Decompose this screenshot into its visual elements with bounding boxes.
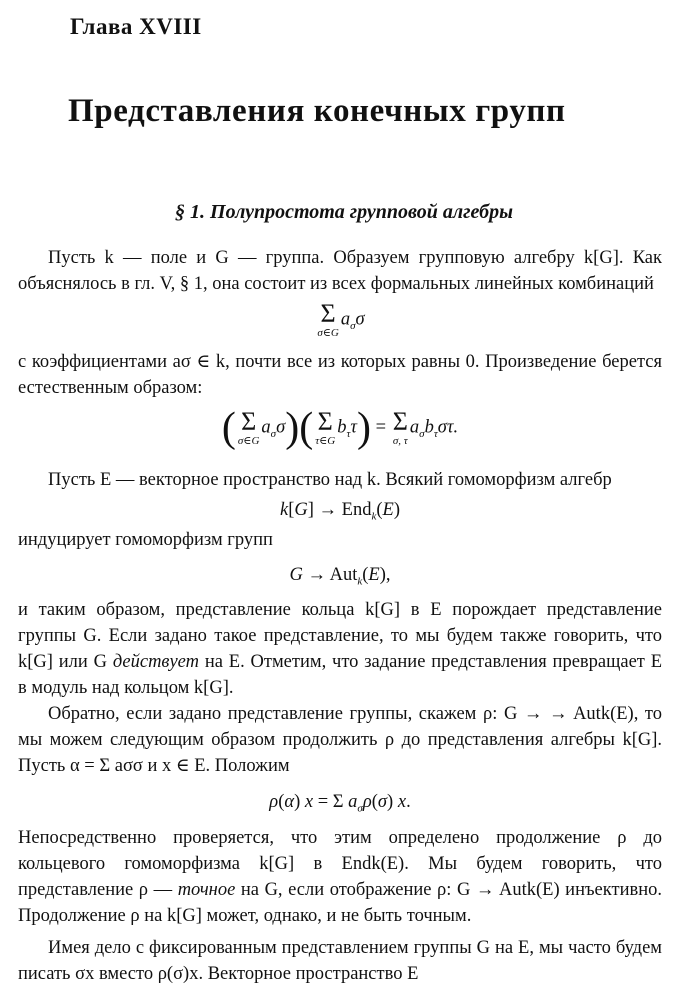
- chapter-number: Глава XVIII: [70, 14, 202, 39]
- paragraph-7: Непосредственно проверяется, что этим определено продолжение ρ до кольцевого гомоморфизма k[G] в Endk(E). Мы будем говорить, что представление ρ — точное на G, если отображение ρ: G → Autk(E) инъективно. Продолжение ρ на k[G] может, однако, и не быть точным.: [18, 828, 662, 926]
- section-heading: § 1. Полупростота групповой алгебры: [175, 201, 513, 223]
- formula-2: ( Σ σ∈G $a_\sigma\sigma$)( Σ τ∈G $b_\tau\tau$) = Σ σ, τ $a_\sigma b_\tau\sigma\tau$.: [221, 405, 459, 451]
- formula-4: G → Aut$_k$(E),: [289, 565, 391, 588]
- paragraph-5: и таким образом, представление кольца k[G] в E порождает представление группы G. Если задано такое представление, то мы будем также говорить, что k[G] или G действует на E. Отметим, что задание представления превращает E в модуль над кольцом k[G].: [18, 600, 662, 698]
- chapter-title: Представления конечных групп: [68, 93, 566, 129]
- body-text: [18, 245, 662, 987]
- paragraph-3: Пусть E — векторное пространство над k. Всякий гомоморфизм алгебр: [48, 470, 612, 490]
- paragraph-1: Пусть k — поле и G — группа. Образуем групповую алгебру k[G]. Как объяснялось в гл. V, § 1, она состоит из всех формальных линейных комбинаций: [18, 248, 662, 294]
- paragraph-8: Имея дело с фиксированным представлением группы G на E, мы часто будем писать σx вместо ρ(σ)x. Векторное пространство E: [18, 938, 662, 984]
- formula-1: Σ σ∈G $a_\sigma\sigma$: [317, 299, 365, 339]
- formula-3: k[G] → End$_k$(E): [279, 500, 401, 523]
- paragraph-2: с коэффициентами aσ ∈ k, почти все из которых равны 0. Произведение берется естественным образом:: [18, 352, 662, 398]
- formula-5: ρ(α) x = Σ $a_\sigma\rho(\sigma)$ x.: [269, 792, 411, 815]
- paragraph-4: индуцирует гомоморфизм групп: [18, 530, 273, 550]
- paragraph-6: Обратно, если задано представление группы, скажем ρ: G → → Autk(E), то мы можем следующим образом продолжить ρ до представления алгебры k[G]. Пусть α = Σ aσσ и x ∈ E. Положим: [18, 704, 662, 776]
